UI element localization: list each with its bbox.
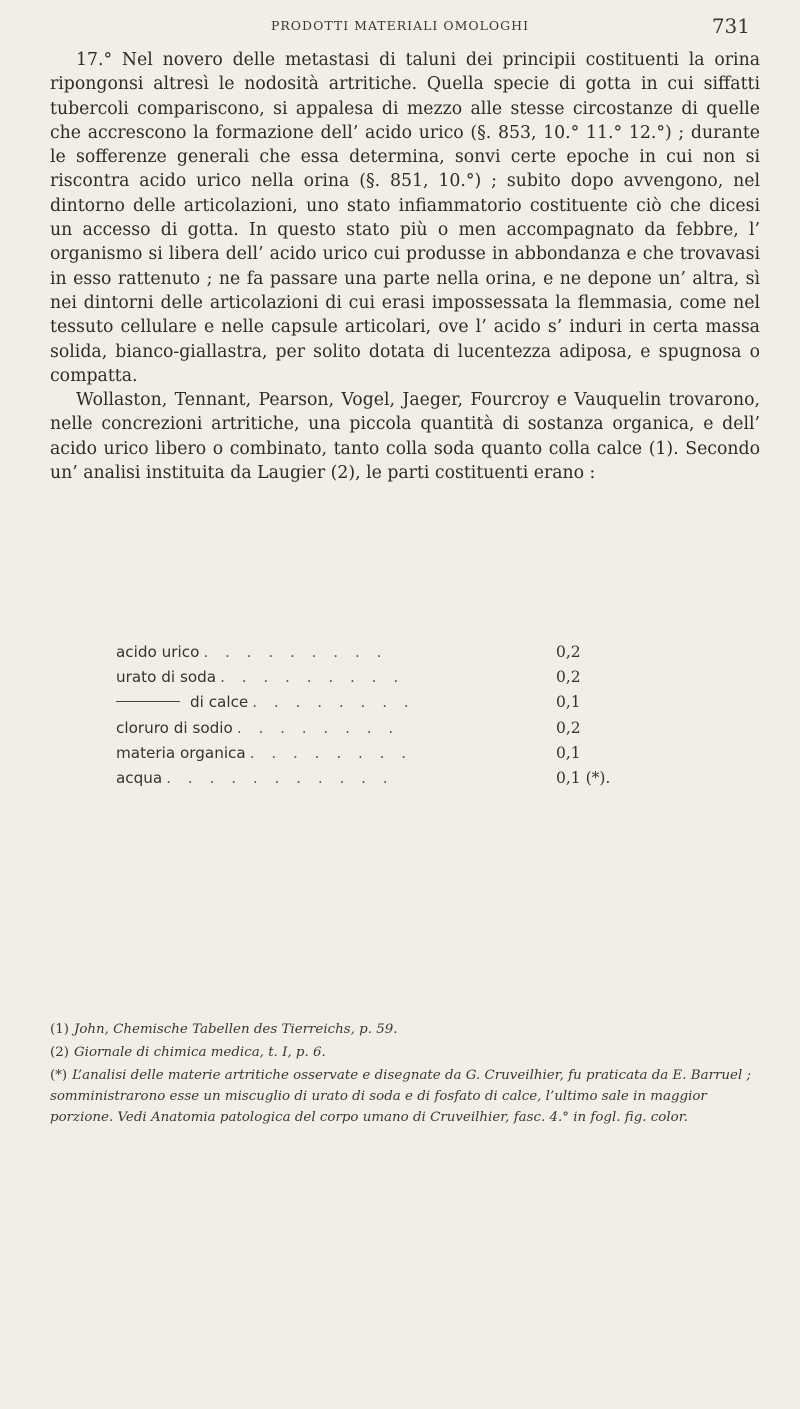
paragraph-gout-metastasis: 17.° Nel novero delle metastasi di taluni dei principii costituenti la orina ripongonsi altresì le nodosità artritiche. Quella specie di gotta in cui siffatti tubercoli compariscono, si appalesa di mezzo alle stesse circostanze di quelle che accrescono la formazione dell’ acido urico (§. 853, 10.° 11.° 12.°) ; durante le sofferenze generali che essa determina, sonvi certe epoche in cui non si riscontra acido urico nella orina (§. 851, 10.°) ; subito dopo avvengono, nel dintorno delle articolazioni, uno stato infiammatorio costituente ciò che dicesi un accesso di gotta. In questo stato più o men accompagnato da febbre, l’ organismo si libera dell’ acido urico cui produsse in abbondanza e che trovavasi in esso rattenuto ; ne fa passare una parte nella orina, e ne depone un’ altra, sì nei dintorni delle articolazioni di cui erasi impossessata la flemmasia, come nel tessuto cellulare e nelle capsule articolari, ove l’ acido s’ induri in certa massa solida, bianco-giallastra, per solito dotata di lucentezza adiposa, e spugnosa o compatta. — [50, 50, 760, 386]
component-value: 0,2 — [556, 718, 581, 737]
table-row — [116, 668, 636, 693]
footnote-mark: (1) — [50, 1022, 69, 1037]
component-label: materia organica — [116, 743, 246, 762]
component-value: 0,1 — [556, 693, 581, 712]
footnotes — [50, 1020, 760, 1131]
page-number: 731 — [711, 14, 750, 38]
component-label: acido urico — [116, 643, 200, 661]
running-title: PRODOTTI MATERIALI OMOLOGHI — [270, 18, 530, 33]
footnote-mark: (2) — [50, 1045, 69, 1061]
table-row — [116, 693, 636, 718]
component-label: urato di soda — [116, 668, 217, 687]
leader-dots: . . . . . . . . . . . — [166, 768, 394, 787]
component-value: 0,2 — [556, 643, 581, 661]
leader-dots: . . . . . . . . — [236, 718, 400, 737]
component-value: 0,1 — [556, 743, 581, 762]
footnote-text: John, Chemische Tabellen des Tierreichs, p. 59. — [73, 1022, 398, 1037]
ditto-dash — [116, 701, 180, 702]
table-row — [116, 769, 636, 794]
component-label: acqua — [116, 768, 163, 787]
component-value: 0,1 (*). — [556, 768, 611, 787]
footnote — [50, 1020, 760, 1041]
body-text — [50, 48, 760, 485]
leader-dots: . . . . . . . . . — [220, 668, 405, 687]
footnote — [50, 1043, 760, 1064]
footnote — [50, 1066, 760, 1128]
paragraph-concretions-analysis: Wollaston, Tennant, Pearson, Vogel, Jaeger, Fourcroy e Vauquelin trovarono, nelle concrezioni artritiche, una piccola quantità di sostanza organica, e dell’ acido urico libero o combinato, tanto colla soda quanto colla calce (1). Secondo un’ analisi instituita da Laugier (2), le parti costituenti erano : — [50, 390, 760, 484]
leader-dots: . . . . . . . . . — [203, 643, 388, 661]
leader-dots: . . . . . . . . — [249, 743, 413, 762]
footnote-text: Giornale di chimica medica, t. I, p. 6. — [73, 1045, 326, 1061]
component-value: 0,2 — [556, 668, 581, 687]
table-row — [116, 643, 636, 668]
running-head — [0, 12, 800, 42]
analysis-table — [116, 643, 636, 794]
component-label: cloruro di sodio — [116, 718, 233, 737]
table-row — [116, 719, 636, 744]
table-row — [116, 744, 636, 769]
component-label: di calce — [116, 693, 248, 711]
footnote-mark: (*) — [50, 1068, 68, 1084]
footnote-text: L’analisi delle materie artritiche osservate e disegnate da G. Cruveilhier, fu praticata da E. Barruel ; somministrarono esse un miscuglio di urato di soda e di fosfato di calce, l’ultimo sale in maggior porzione. Vedi Anatomia patologica del corpo umano di Cruveilhier, fasc. 4.° in fogl. fig. color. — [50, 1068, 752, 1125]
leader-dots: . . . . . . . . — [252, 693, 415, 712]
